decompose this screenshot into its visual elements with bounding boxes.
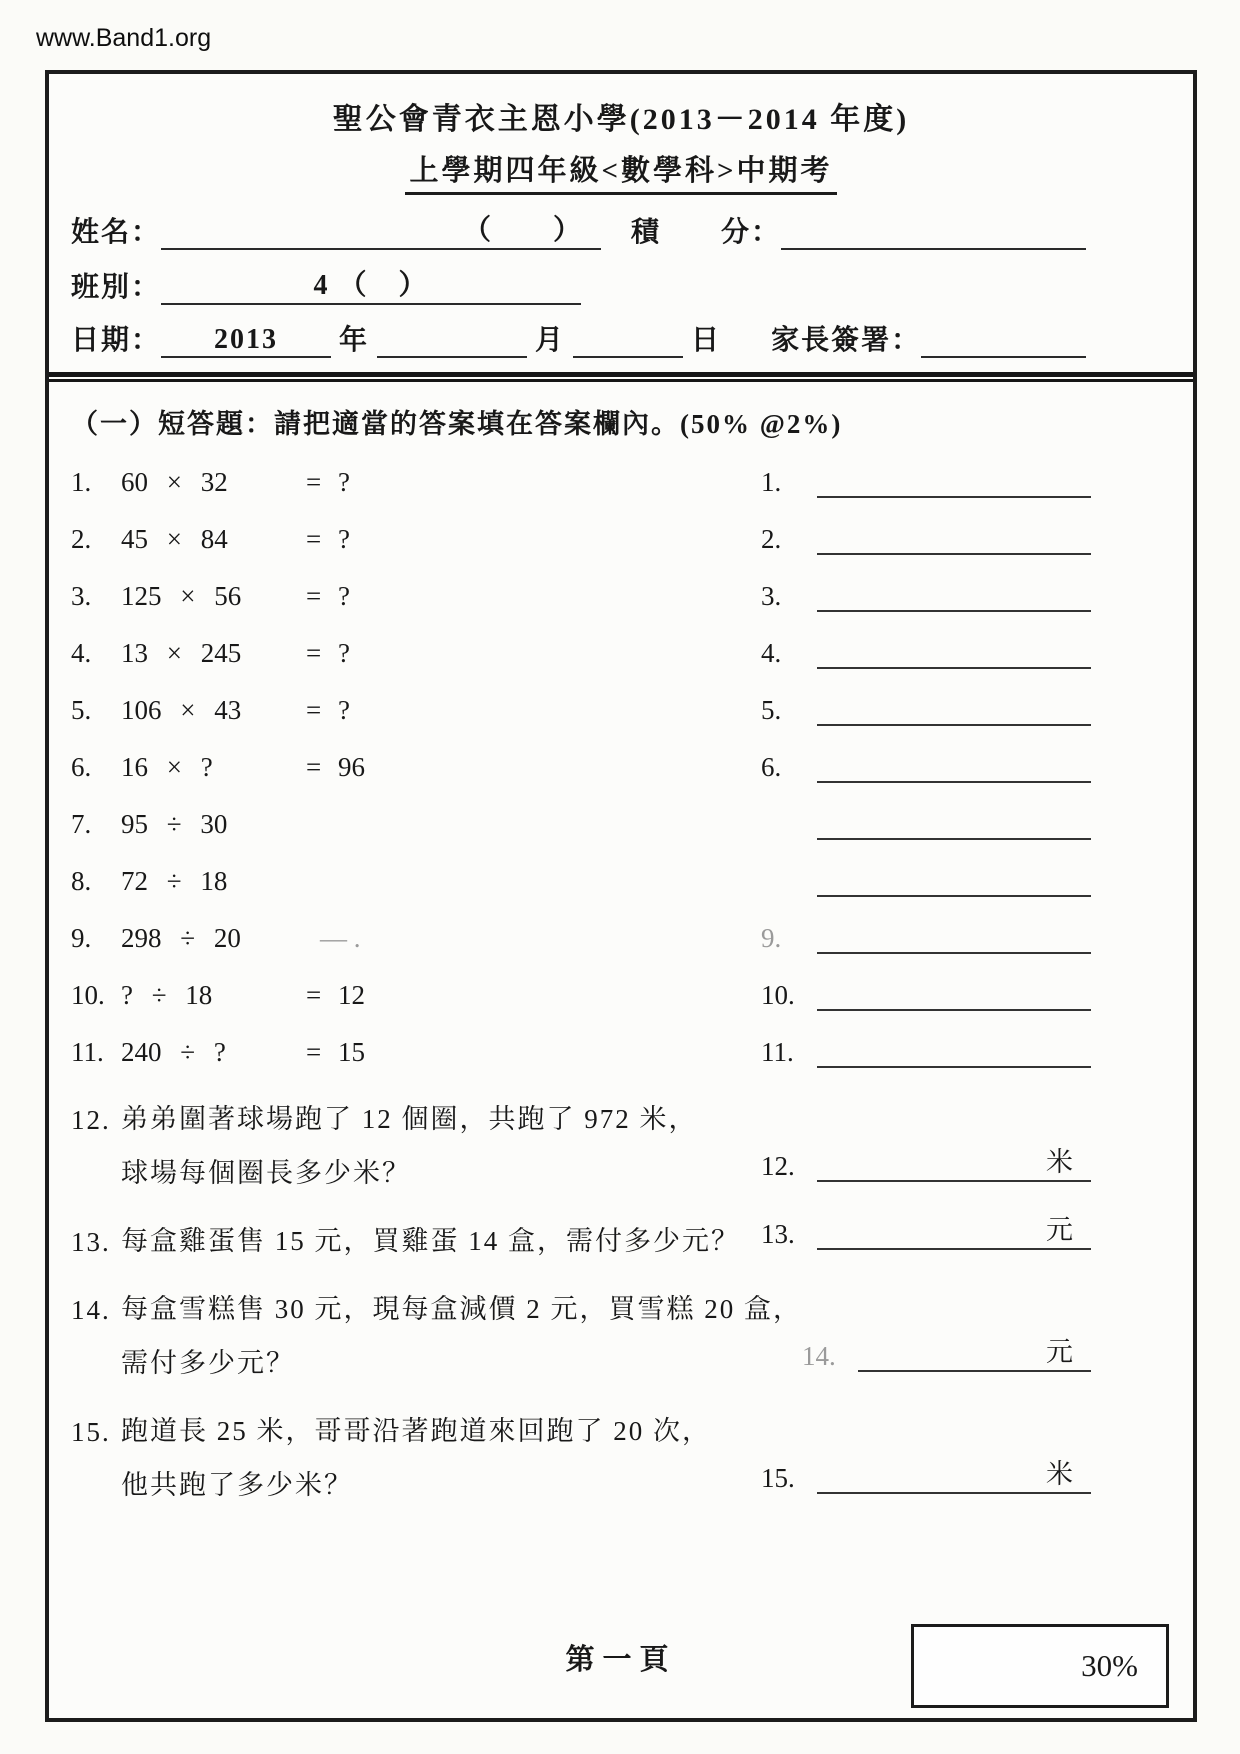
answer-slot bbox=[761, 920, 1091, 954]
question-number: 5. bbox=[71, 695, 92, 725]
class-row bbox=[71, 263, 1171, 305]
answer-blank bbox=[817, 464, 1091, 498]
answer-slot bbox=[761, 863, 1091, 897]
word-question-text bbox=[71, 1394, 761, 1502]
answer-slot bbox=[802, 1332, 1091, 1372]
question-row-15 bbox=[71, 1394, 1091, 1502]
answer-number: 1. bbox=[761, 467, 782, 497]
question-number: 4. bbox=[71, 638, 92, 668]
question-number: 2. bbox=[71, 524, 92, 554]
word-question-text bbox=[71, 1204, 761, 1258]
answer-blank bbox=[817, 635, 1091, 669]
question-expression: 72 ÷ 18 bbox=[121, 866, 228, 896]
day-unit: 日 bbox=[691, 325, 722, 356]
question-number: 15. bbox=[71, 1417, 111, 1447]
question-number: 12. bbox=[71, 1105, 111, 1135]
answer-slot bbox=[761, 749, 1091, 783]
score-blank bbox=[781, 214, 1086, 250]
question-row-10 bbox=[71, 970, 1091, 1011]
answer-blank bbox=[817, 977, 1091, 1011]
exam-title-wrap bbox=[71, 148, 1171, 195]
question-expression: ? ÷ 18 bbox=[121, 980, 213, 1010]
date-row bbox=[71, 318, 1171, 358]
answer-slot bbox=[761, 1454, 1091, 1494]
answer-blank bbox=[858, 1338, 1029, 1372]
question-equation: = ? bbox=[306, 467, 350, 497]
question-row-7 bbox=[71, 799, 1091, 840]
question-row-6 bbox=[71, 742, 1091, 783]
page-number: 第一頁 bbox=[565, 1644, 677, 1676]
question-expression: 60 × 32 bbox=[121, 467, 228, 497]
answer-number: 5. bbox=[761, 695, 782, 725]
question-equation: = ? bbox=[306, 524, 350, 554]
answer-slot bbox=[761, 635, 1091, 669]
question-equation: = ? bbox=[306, 581, 350, 611]
answer-blank bbox=[817, 521, 1091, 555]
date-day-blank bbox=[573, 322, 683, 358]
question-row-12 bbox=[71, 1082, 1091, 1190]
exam-sheet-frame bbox=[45, 70, 1197, 1722]
name-label: 姓名： bbox=[71, 217, 162, 248]
date-year: 2013 bbox=[214, 324, 279, 355]
question-expression: 125 × 56 bbox=[121, 581, 242, 611]
page-footer bbox=[71, 1606, 1171, 1718]
guardian-sign-blank bbox=[921, 322, 1086, 358]
answer-number: 2. bbox=[761, 524, 782, 554]
answer-blank bbox=[817, 692, 1091, 726]
class-value: 4 （ ） bbox=[313, 270, 429, 301]
question-expression: 45 × 84 bbox=[121, 524, 228, 554]
score-value: 30% bbox=[1081, 1648, 1138, 1683]
answer-blank bbox=[817, 1148, 1029, 1182]
question-line1: 每盒雪糕售 30 元，現每盒減價 2 元，買雪糕 20 盒， bbox=[121, 1294, 802, 1324]
question-line2: 需付多少元？ bbox=[121, 1348, 295, 1378]
site-watermark: www.Band1.org bbox=[36, 24, 212, 52]
answer-blank bbox=[817, 1034, 1091, 1068]
word-question-text bbox=[71, 1082, 761, 1190]
header-divider bbox=[49, 372, 1193, 382]
question-row-5 bbox=[71, 685, 1091, 726]
name-paren: （ ） bbox=[463, 215, 584, 246]
question-row-8 bbox=[71, 856, 1091, 897]
question-number: 1. bbox=[71, 467, 92, 497]
answer-number: 3. bbox=[761, 581, 782, 611]
date-label: 日期： bbox=[71, 325, 162, 356]
answer-number: 12. bbox=[761, 1151, 795, 1181]
date-year-blank bbox=[161, 322, 331, 358]
answer-number: 15. bbox=[761, 1463, 795, 1493]
answer-blank bbox=[817, 863, 1091, 897]
question-line1: 每盒雞蛋售 15 元，買雞蛋 14 盒，需付多少元？ bbox=[121, 1226, 740, 1256]
score-box bbox=[911, 1624, 1169, 1708]
question-row-1 bbox=[71, 457, 1091, 498]
answer-blank bbox=[817, 920, 1091, 954]
answer-number: 13. bbox=[761, 1219, 795, 1249]
question-line2: 他共跑了多少米？ bbox=[121, 1470, 353, 1500]
scan-artifact: — . bbox=[320, 923, 361, 953]
year-unit: 年 bbox=[339, 325, 370, 356]
word-question-text bbox=[71, 1272, 802, 1380]
answer-blank bbox=[817, 1216, 1029, 1250]
question-number: 13. bbox=[71, 1227, 111, 1257]
answer-slot bbox=[761, 464, 1091, 498]
answer-slot bbox=[761, 521, 1091, 555]
answer-number: 10. bbox=[761, 980, 795, 1010]
answer-unit: 米 bbox=[1029, 1142, 1091, 1182]
question-expression: 298 ÷ 20 bbox=[121, 923, 241, 953]
question-number: 8. bbox=[71, 866, 92, 896]
guardian-sign-label: 家長簽署： bbox=[771, 325, 922, 356]
question-equation: = 96 bbox=[306, 752, 365, 782]
question-expression: 16 × ? bbox=[121, 752, 213, 782]
question-number: 10. bbox=[71, 980, 105, 1010]
score-label: 積 分： bbox=[631, 217, 782, 248]
question-row-14 bbox=[71, 1272, 1091, 1380]
question-equation: = 12 bbox=[306, 980, 365, 1010]
answer-number: 11. bbox=[761, 1037, 794, 1067]
name-blank bbox=[161, 208, 601, 250]
answer-blank bbox=[817, 749, 1091, 783]
answer-slot bbox=[761, 1210, 1091, 1250]
question-expression: 240 ÷ ? bbox=[121, 1037, 226, 1067]
class-blank bbox=[161, 263, 581, 305]
answer-number: 6. bbox=[761, 752, 782, 782]
question-number: 9. bbox=[71, 923, 92, 953]
question-number: 7. bbox=[71, 809, 92, 839]
question-number: 14. bbox=[71, 1295, 111, 1325]
class-label: 班別： bbox=[71, 272, 162, 303]
school-title: 聖公會青衣主恩小學(2013－2014 年度) bbox=[332, 103, 910, 136]
answer-slot bbox=[761, 1142, 1091, 1182]
section-heading: （一）短答題：請把適當的答案填在答案欄內。(50% @2%) bbox=[71, 409, 843, 439]
question-row-9 bbox=[71, 913, 1091, 954]
answer-blank bbox=[817, 578, 1091, 612]
month-unit: 月 bbox=[535, 325, 566, 356]
question-number: 3. bbox=[71, 581, 92, 611]
name-row bbox=[71, 208, 1171, 250]
answer-number: 4. bbox=[761, 638, 782, 668]
question-line1: 跑道長 25 米，哥哥沿著跑道來回跑了 20 次， bbox=[121, 1416, 711, 1446]
answer-unit: 元 bbox=[1029, 1210, 1091, 1250]
question-equation: = 15 bbox=[306, 1037, 365, 1067]
question-expression: 106 × 43 bbox=[121, 695, 242, 725]
exam-title: 上學期四年級<數學科>中期考 bbox=[405, 148, 836, 195]
question-row-4 bbox=[71, 628, 1091, 669]
question-line1: 弟弟圍著球場跑了 12 個圈，共跑了 972 米， bbox=[121, 1104, 698, 1134]
answer-number: 9. bbox=[761, 923, 782, 953]
question-expression: 13 × 245 bbox=[121, 638, 242, 668]
answer-blank bbox=[817, 1460, 1029, 1494]
answer-number: 14. bbox=[802, 1341, 836, 1371]
question-line2: 球場每個圈長多少米？ bbox=[121, 1158, 411, 1188]
question-number: 6. bbox=[71, 752, 92, 782]
answer-slot bbox=[761, 578, 1091, 612]
question-row-2 bbox=[71, 514, 1091, 555]
question-row-11 bbox=[71, 1027, 1091, 1068]
question-row-3 bbox=[71, 571, 1091, 612]
answer-slot bbox=[761, 692, 1091, 726]
answer-slot bbox=[761, 806, 1091, 840]
answer-slot bbox=[761, 977, 1091, 1011]
answer-blank bbox=[817, 806, 1091, 840]
answer-slot bbox=[761, 1034, 1091, 1068]
question-area bbox=[71, 382, 1171, 1502]
question-number: 11. bbox=[71, 1037, 104, 1067]
answer-unit: 元 bbox=[1029, 1332, 1091, 1372]
question-row-13 bbox=[71, 1204, 1091, 1258]
question-equation: = ? bbox=[306, 695, 350, 725]
answer-unit: 米 bbox=[1029, 1454, 1091, 1494]
question-expression: 95 ÷ 30 bbox=[121, 809, 228, 839]
date-month-blank bbox=[377, 322, 527, 358]
question-equation: = ? bbox=[306, 638, 350, 668]
